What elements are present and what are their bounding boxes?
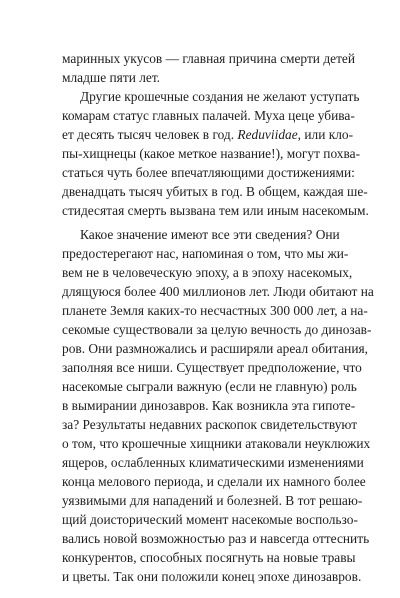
text-line: о том, что крошечные хищники атаковали неуклюжих [62, 436, 371, 451]
text-line: насекомые сыграли важную (если не главную) роль [62, 379, 357, 394]
text-line: секомые существовали за целую вечность до динозав- [62, 322, 372, 337]
text-line: щий доисторический момент насекомые воспользо- [62, 512, 358, 527]
text-line: конкурентов, способных посягнуть на новые травы [62, 550, 356, 565]
text-line: двенадцать тысяч убитых в год. В общем, каждая ше- [62, 184, 368, 199]
text-line: предостерегают нас, напоминая о том, что мы жи- [62, 246, 349, 261]
text-line: ет десять тысяч человек в год. Reduviidae, или кло- [62, 127, 354, 142]
text-line: в вымирании динозавров. Как возникла эта гипоте- [62, 398, 356, 413]
text-line: заполняя все ниши. Существует предположение, что [62, 360, 362, 375]
text-line: и цветы. Так они положили конец эпохе динозавров. [62, 569, 362, 584]
text-line: младше пяти лет. [62, 70, 161, 85]
text-line: маринных укусов — главная причина смерти детей [62, 51, 356, 66]
text-line: комарам статус главных палачей. Муха цеце убива- [62, 108, 355, 123]
text-line: ров. Они размножались и расширяли ареал обитания, [62, 341, 368, 356]
text-line: вались новой возможностью раз и навсегда оттеснить [62, 531, 370, 546]
text-line: уязвимыми для нападений и болезней. В тот решаю- [62, 493, 363, 508]
text-line: пы-хищнецы (какое меткое название!), могут похва- [62, 146, 361, 161]
paragraph-first-line: Какое значение имеют все эти сведения? Они [80, 227, 340, 242]
text-line: ящеров, ослабленных климатическими изменениями [62, 455, 364, 470]
paragraph-first-line: Другие крошечные создания не желают уступать [80, 89, 360, 104]
text-line: вем не в человеческую эпоху, а в эпоху насекомых, [62, 265, 353, 280]
text-line: планете Земля каких-то несчастных 300 000 лет, а на- [62, 303, 368, 318]
text-line: конца мелового периода, и сделали их намного более [62, 474, 366, 489]
text-line: стидесятая смерть вызвана тем или иным насекомым. [62, 203, 369, 218]
text-line: длящуюся более 400 миллионов лет. Люди обитают на [62, 284, 374, 299]
italic-term: Reduviidae [237, 127, 298, 142]
text-line: за? Результаты недавних раскопок свидетельствуют [62, 417, 358, 432]
text-line: статься чуть более впечатляющими достижениями: [62, 165, 355, 180]
